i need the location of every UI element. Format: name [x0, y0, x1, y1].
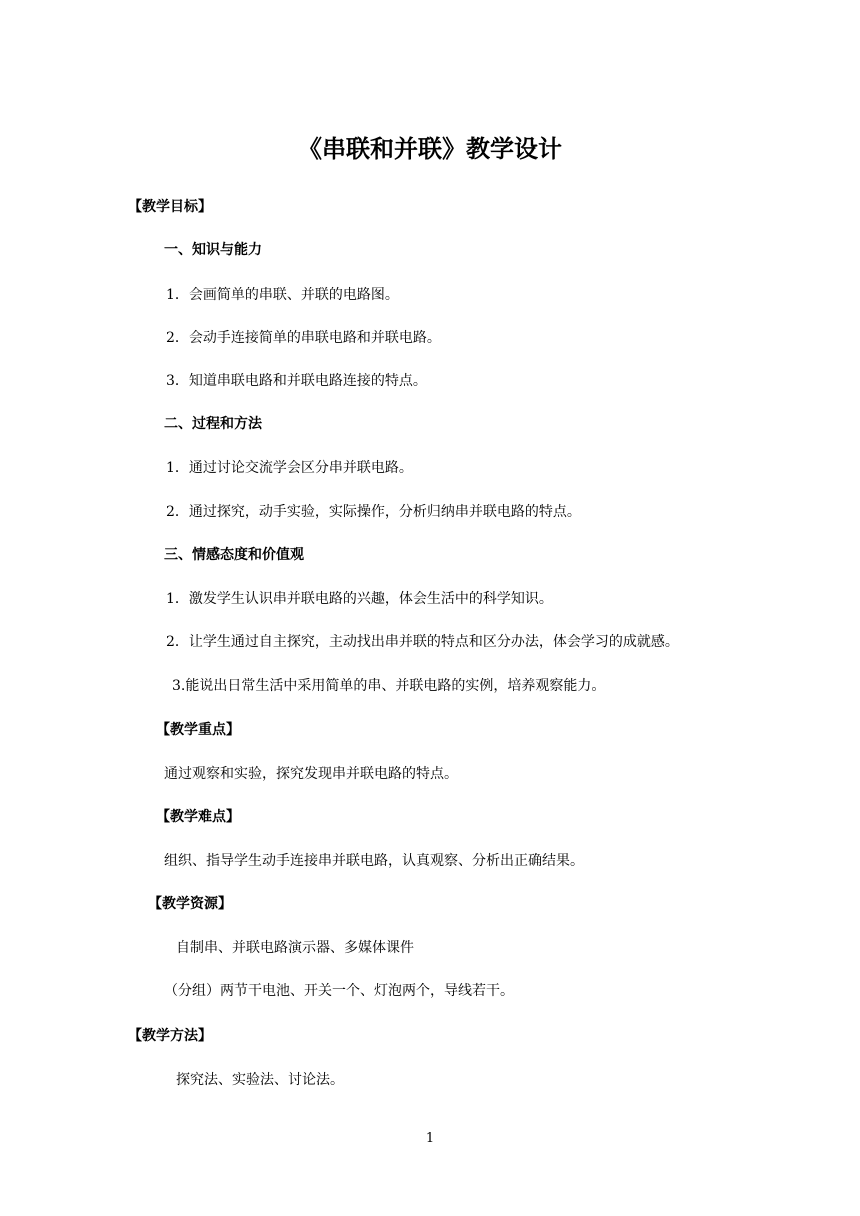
key-points-heading: 【教学重点】 — [156, 722, 240, 738]
section-knowledge-heading: 一、知识与能力 — [164, 242, 262, 258]
list-item: 1．激发学生认识串并联电路的兴趣，体会生活中的科学知识。 — [166, 591, 553, 607]
list-item: 2．通过探究，动手实验，实际操作，分析归纳串并联电路的特点。 — [166, 504, 581, 520]
key-points-text: 通过观察和实验，探究发现串并联电路的特点。 — [164, 766, 458, 782]
list-item: 1．通过讨论交流学会区分串并联电路。 — [166, 460, 413, 476]
list-item: 2．会动手连接简单的串联电路和并联电路。 — [166, 330, 441, 346]
list-item: 1．会画简单的串联、并联的电路图。 — [166, 287, 399, 303]
page-number: 1 — [425, 1131, 435, 1146]
list-item: 2．让学生通过自主探究，主动找出串并联的特点和区分办法，体会学习的成就感。 — [166, 634, 679, 650]
section-values-heading: 三、情感态度和价值观 — [164, 547, 304, 563]
difficulties-heading: 【教学难点】 — [156, 809, 240, 825]
list-item: 3．知道串联电路和并联电路连接的特点。 — [166, 373, 427, 389]
list-item: 自制串、并联电路演示器、多媒体课件 — [176, 940, 414, 956]
methods-heading: 【教学方法】 — [128, 1028, 212, 1044]
difficulties-text: 组织、指导学生动手连接串并联电路，认真观察、分析出正确结果。 — [164, 853, 584, 869]
list-item: 3.能说出日常生活中采用简单的串、并联电路的实例，培养观察能力。 — [172, 678, 606, 694]
objectives-heading: 【教学目标】 — [128, 199, 212, 215]
resources-heading: 【教学资源】 — [148, 896, 232, 912]
list-item: （分组）两节干电池、开关一个、灯泡两个，导线若干。 — [164, 983, 514, 999]
document-title: 《串联和并联》教学设计 — [298, 135, 562, 163]
methods-text: 探究法、实验法、讨论法。 — [176, 1072, 344, 1088]
section-process-heading: 二、过程和方法 — [164, 416, 262, 432]
